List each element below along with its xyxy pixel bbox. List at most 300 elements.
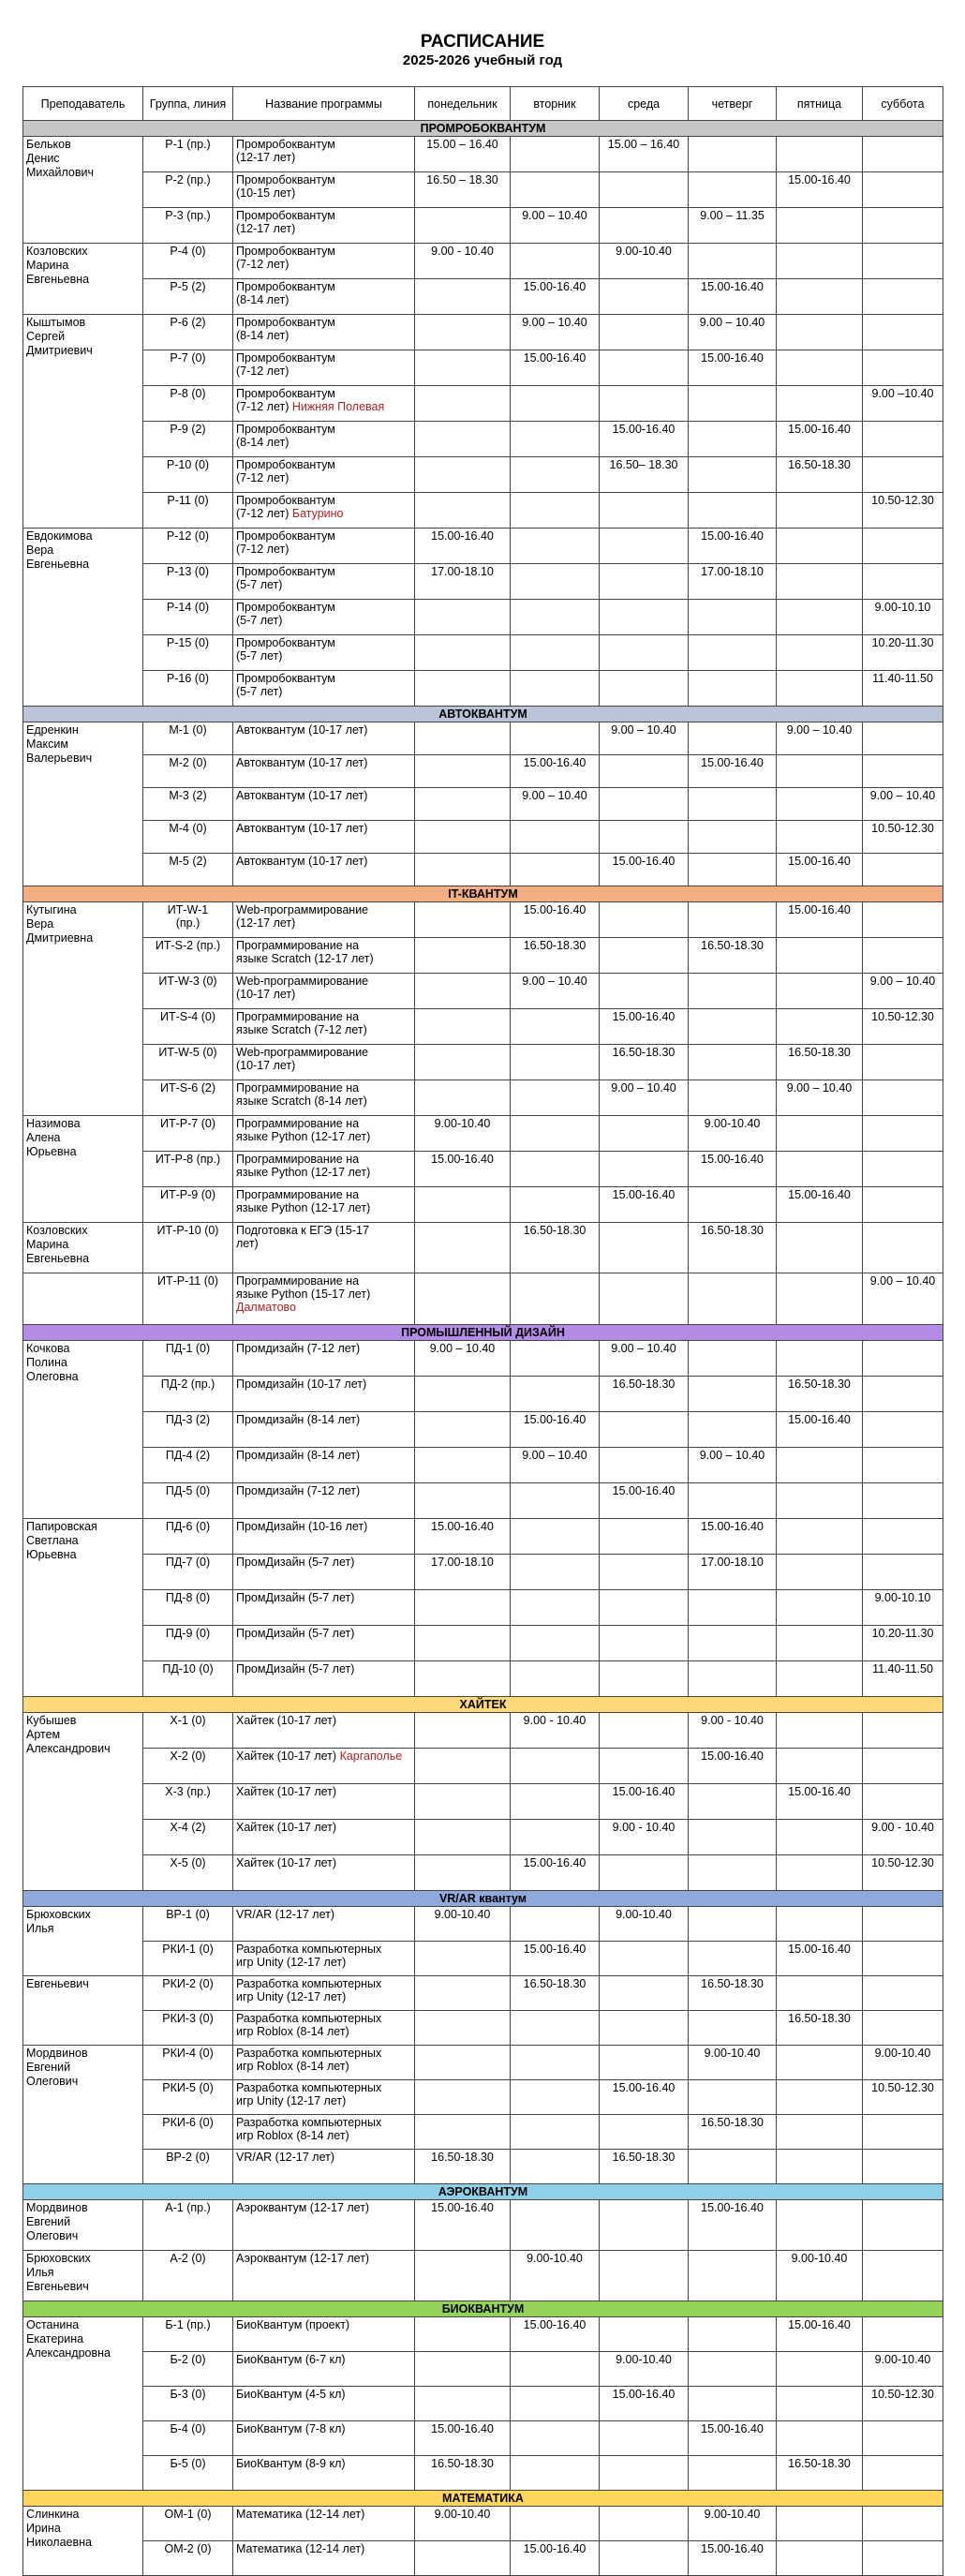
time-slot-tuesday: 9.00 – 10.40: [511, 788, 600, 821]
time-slot-monday: 15.00-16.40: [415, 2421, 511, 2456]
time-slot-friday: 9.00 – 10.40: [777, 1080, 863, 1116]
time-slot-saturday: [863, 1907, 943, 1942]
time-slot-thursday: [689, 2150, 777, 2184]
teacher-name: [23, 315, 143, 529]
time-slot-thursday: 15.00-16.40: [689, 1749, 777, 1784]
program-name-text: Хайтек (10-17 лет): [236, 1750, 337, 1763]
time-slot-wednesday: [600, 788, 689, 821]
program-name: [233, 457, 415, 493]
table-row: [23, 457, 943, 493]
time-slot-saturday: 10.50-12.30: [863, 1855, 943, 1891]
program-name-text: Разработка компьютерных игр Roblox (8-14 лет): [236, 2012, 382, 2038]
table-row: [23, 902, 943, 938]
teacher-name: [23, 1976, 143, 2046]
time-slot-monday: [415, 208, 511, 244]
group-code: ИТ-Р-7 (0): [143, 1116, 233, 1152]
time-slot-thursday: 16.50-18.30: [689, 2115, 777, 2150]
time-slot-friday: [777, 2150, 863, 2184]
time-slot-monday: [415, 1045, 511, 1080]
time-slot-saturday: [863, 1749, 943, 1784]
time-slot-saturday: [863, 2317, 943, 2352]
group-code: ИТ-W-1 (пр.): [143, 902, 233, 938]
time-slot-thursday: [689, 1377, 777, 1412]
teacher-name-text: Кутыгина Вера Дмитриевна: [26, 903, 94, 945]
table-row: [23, 821, 943, 854]
col-header-wednesday: среда: [600, 87, 689, 121]
program-name-text: Математика (12-14 лет): [236, 2542, 365, 2555]
time-slot-saturday: 9.00-10.10: [863, 600, 943, 635]
time-slot-monday: [415, 386, 511, 422]
table-row: [23, 1555, 943, 1590]
time-slot-monday: [415, 2317, 511, 2352]
section-title: БИОКВАНТУМ: [23, 2301, 943, 2317]
time-slot-thursday: [689, 1187, 777, 1223]
time-slot-tuesday: [511, 1555, 600, 1590]
program-name-text: Аэроквантум (12-17 лет): [236, 2252, 370, 2265]
time-slot-wednesday: [600, 1223, 689, 1273]
time-slot-friday: [777, 564, 863, 600]
time-slot-monday: [415, 635, 511, 671]
time-slot-monday: [415, 2046, 511, 2080]
group-code: А-1 (пр.): [143, 2200, 233, 2251]
program-name: [233, 1749, 415, 1784]
time-slot-saturday: [863, 938, 943, 974]
time-slot-saturday: 10.20-11.30: [863, 1626, 943, 1661]
section-header-prom: [23, 1325, 943, 1341]
time-slot-wednesday: 15.00-16.40: [600, 1187, 689, 1223]
table-row: [23, 2317, 943, 2352]
time-slot-thursday: [689, 2251, 777, 2301]
time-slot-tuesday: [511, 244, 600, 279]
time-slot-monday: 16.50 – 18.30: [415, 172, 511, 208]
time-slot-saturday: [863, 2421, 943, 2456]
time-slot-saturday: [863, 1483, 943, 1519]
program-name: [233, 1626, 415, 1661]
time-slot-saturday: 11.40-11.50: [863, 1661, 943, 1697]
program-name: [233, 529, 415, 564]
time-slot-friday: [777, 2200, 863, 2251]
time-slot-monday: [415, 1976, 511, 2011]
time-slot-saturday: [863, 2115, 943, 2150]
teacher-name: [23, 2251, 143, 2301]
group-code: Р-2 (пр.): [143, 172, 233, 208]
program-name: [233, 422, 415, 457]
time-slot-thursday: [689, 2352, 777, 2387]
program-name-text: Программирование на языке Python (12-17 лет): [236, 1188, 371, 1214]
time-slot-saturday: [863, 2150, 943, 2184]
time-slot-thursday: 15.00-16.40: [689, 2200, 777, 2251]
time-slot-friday: 16.50-18.30: [777, 2456, 863, 2491]
time-slot-tuesday: [511, 671, 600, 707]
time-slot-tuesday: [511, 1116, 600, 1152]
table-row: [23, 279, 943, 315]
time-slot-friday: [777, 2507, 863, 2541]
time-slot-thursday: [689, 600, 777, 635]
time-slot-friday: [777, 2387, 863, 2421]
table-row: [23, 1713, 943, 1749]
time-slot-tuesday: 15.00-16.40: [511, 1412, 600, 1448]
time-slot-saturday: [863, 137, 943, 172]
time-slot-monday: [415, 1749, 511, 1784]
time-slot-friday: [777, 788, 863, 821]
time-slot-wednesday: 15.00 – 16.40: [600, 137, 689, 172]
program-name-text: Промробоквантум (5-7 лет): [236, 601, 335, 627]
time-slot-tuesday: [511, 722, 600, 755]
time-slot-tuesday: [511, 1080, 600, 1116]
time-slot-monday: 15.00-16.40: [415, 529, 511, 564]
time-slot-thursday: [689, 1009, 777, 1045]
program-name: [233, 635, 415, 671]
program-name-text: Web-программирование (10-17 лет): [236, 1046, 369, 1072]
table-row: [23, 137, 943, 172]
time-slot-monday: [415, 671, 511, 707]
group-code: ПД-10 (0): [143, 1661, 233, 1697]
time-slot-thursday: [689, 493, 777, 529]
table-row: [23, 854, 943, 886]
group-code: Р-12 (0): [143, 529, 233, 564]
table-row: [23, 2456, 943, 2491]
time-slot-thursday: [689, 1907, 777, 1942]
time-slot-monday: [415, 755, 511, 788]
time-slot-tuesday: [511, 2046, 600, 2080]
time-slot-friday: [777, 1341, 863, 1377]
time-slot-friday: [777, 2352, 863, 2387]
time-slot-saturday: 10.50-12.30: [863, 2080, 943, 2115]
time-slot-monday: [415, 2080, 511, 2115]
program-name: [233, 350, 415, 386]
program-name: [233, 2011, 415, 2046]
time-slot-monday: [415, 1223, 511, 1273]
time-slot-friday: 16.50-18.30: [777, 1045, 863, 1080]
group-code: Х-2 (0): [143, 1749, 233, 1784]
program-name-text: Автоквантум (10-17 лет): [236, 855, 368, 868]
table-row: [23, 1907, 943, 1942]
time-slot-thursday: 16.50-18.30: [689, 1223, 777, 1273]
time-slot-tuesday: [511, 1749, 600, 1784]
time-slot-tuesday: [511, 2507, 600, 2541]
time-slot-friday: [777, 938, 863, 974]
table-row: [23, 635, 943, 671]
program-name: [233, 1519, 415, 1555]
group-code: РКИ-2 (0): [143, 1976, 233, 2011]
time-slot-tuesday: 9.00-10.40: [511, 2251, 600, 2301]
time-slot-tuesday: [511, 1341, 600, 1377]
time-slot-tuesday: [511, 1273, 600, 1325]
group-code: ПД-4 (2): [143, 1448, 233, 1483]
time-slot-saturday: [863, 1713, 943, 1749]
group-code: РКИ-1 (0): [143, 1942, 233, 1976]
group-code: Б-3 (0): [143, 2387, 233, 2421]
program-name: [233, 2115, 415, 2150]
col-header-friday: пятница: [777, 87, 863, 121]
program-name-text: Промробоквантум (10-15 лет): [236, 173, 335, 200]
program-name: [233, 1116, 415, 1152]
program-name: [233, 1942, 415, 1976]
time-slot-monday: [415, 1820, 511, 1855]
table-row: [23, 2507, 943, 2541]
program-name-text: БиоКвантум (6-7 кл): [236, 2353, 346, 2366]
table-row: [23, 1116, 943, 1152]
col-header-monday: понедельник: [415, 87, 511, 121]
group-code: ПД-3 (2): [143, 1412, 233, 1448]
time-slot-wednesday: 9.00 – 10.40: [600, 1341, 689, 1377]
time-slot-friday: 15.00-16.40: [777, 1412, 863, 1448]
time-slot-wednesday: [600, 529, 689, 564]
group-code: ИТ-S-2 (пр.): [143, 938, 233, 974]
teacher-name-text: Папировская Светлана Юрьевна: [26, 1520, 97, 1561]
teacher-name-text: Слинкина Ирина Николаевна: [26, 2508, 92, 2549]
col-header-program: Название программы: [233, 87, 415, 121]
col-header-tuesday: вторник: [511, 87, 600, 121]
time-slot-tuesday: 16.50-18.30: [511, 1976, 600, 2011]
teacher-name-text: Евдокимова Вера Евгеньевна: [26, 529, 93, 571]
time-slot-monday: [415, 315, 511, 350]
program-name: [233, 2080, 415, 2115]
time-slot-wednesday: [600, 671, 689, 707]
program-name: [233, 2046, 415, 2080]
table-row: [23, 422, 943, 457]
time-slot-wednesday: [600, 1152, 689, 1187]
time-slot-monday: [415, 600, 511, 635]
time-slot-thursday: [689, 788, 777, 821]
group-code: ПД-6 (0): [143, 1519, 233, 1555]
time-slot-monday: [415, 2387, 511, 2421]
group-code: А-2 (0): [143, 2251, 233, 2301]
group-code: Б-1 (пр.): [143, 2317, 233, 2352]
section-header-aero: [23, 2184, 943, 2200]
time-slot-saturday: [863, 1341, 943, 1377]
table-row: [23, 315, 943, 350]
table-row: [23, 2541, 943, 2576]
table-row: [23, 493, 943, 529]
time-slot-thursday: 15.00-16.40: [689, 2541, 777, 2576]
time-slot-wednesday: [600, 2115, 689, 2150]
time-slot-saturday: 9.00-10.40: [863, 2352, 943, 2387]
table-row: [23, 1976, 943, 2011]
program-name: [233, 1187, 415, 1223]
time-slot-monday: 9.00 - 10.40: [415, 244, 511, 279]
time-slot-monday: [415, 2352, 511, 2387]
table-row: [23, 2352, 943, 2387]
group-code: ИТ-Р-9 (0): [143, 1187, 233, 1223]
table-row: [23, 1855, 943, 1891]
time-slot-friday: 16.50-18.30: [777, 1377, 863, 1412]
time-slot-saturday: 9.00 –10.40: [863, 386, 943, 422]
time-slot-friday: 15.00-16.40: [777, 854, 863, 886]
program-name: [233, 755, 415, 788]
program-name-text: Разработка компьютерных игр Roblox (8-14 лет): [236, 2047, 382, 2073]
time-slot-saturday: 10.50-12.30: [863, 1009, 943, 1045]
program-name-text: Промдизайн (8-14 лет): [236, 1449, 361, 1462]
time-slot-monday: [415, 1713, 511, 1749]
header-row: [23, 87, 943, 121]
group-code: Б-2 (0): [143, 2352, 233, 2387]
time-slot-wednesday: [600, 2456, 689, 2491]
page-subtitle: 2025-2026 учебный год: [402, 52, 563, 68]
program-name-text: Промробоквантум (12-17 лет): [236, 138, 335, 164]
program-name: [233, 1976, 415, 2011]
time-slot-wednesday: [600, 2507, 689, 2541]
program-name-text: Промдизайн (10-17 лет): [236, 1377, 367, 1391]
table-row: [23, 1341, 943, 1377]
group-code: М-5 (2): [143, 854, 233, 886]
time-slot-tuesday: [511, 2080, 600, 2115]
time-slot-saturday: [863, 457, 943, 493]
time-slot-monday: [415, 1448, 511, 1483]
time-slot-thursday: 15.00-16.40: [689, 755, 777, 788]
program-name-text: Программирование на языке Scratch (7-12 лет): [236, 1010, 367, 1036]
teacher-name-text: Брюховских Илья Евгеньевич: [26, 2252, 91, 2293]
group-code: Р-11 (0): [143, 493, 233, 529]
time-slot-monday: 17.00-18.10: [415, 1555, 511, 1590]
program-name-text: Промробоквантум (5-7 лет): [236, 672, 335, 698]
program-name: [233, 2200, 415, 2251]
program-name: [233, 2317, 415, 2352]
time-slot-friday: [777, 2421, 863, 2456]
time-slot-wednesday: [600, 1661, 689, 1697]
time-slot-saturday: [863, 279, 943, 315]
time-slot-thursday: 17.00-18.10: [689, 564, 777, 600]
time-slot-friday: 15.00-16.40: [777, 1187, 863, 1223]
time-slot-wednesday: 9.00-10.40: [600, 244, 689, 279]
time-slot-tuesday: [511, 2456, 600, 2491]
time-slot-friday: 15.00-16.40: [777, 2317, 863, 2352]
program-name: [233, 1713, 415, 1749]
table-row: [23, 1590, 943, 1626]
time-slot-thursday: [689, 2456, 777, 2491]
time-slot-tuesday: [511, 854, 600, 886]
group-code: ИТ-W-3 (0): [143, 974, 233, 1009]
time-slot-monday: [415, 854, 511, 886]
time-slot-tuesday: [511, 1377, 600, 1412]
teacher-name: [23, 1116, 143, 1223]
time-slot-monday: [415, 2251, 511, 2301]
time-slot-thursday: [689, 1855, 777, 1891]
group-code: Р-13 (0): [143, 564, 233, 600]
time-slot-thursday: [689, 671, 777, 707]
program-name-text: ПромДизайн (5-7 лет): [236, 1662, 355, 1675]
time-slot-friday: [777, 1448, 863, 1483]
time-slot-saturday: 10.50-12.30: [863, 493, 943, 529]
time-slot-thursday: 15.00-16.40: [689, 529, 777, 564]
teacher-name: [23, 1519, 143, 1697]
time-slot-thursday: [689, 1273, 777, 1325]
time-slot-monday: [415, 493, 511, 529]
program-name: [233, 564, 415, 600]
time-slot-saturday: [863, 902, 943, 938]
time-slot-wednesday: 9.00 – 10.40: [600, 722, 689, 755]
time-slot-saturday: [863, 1555, 943, 1590]
time-slot-wednesday: 15.00-16.40: [600, 422, 689, 457]
time-slot-wednesday: 16.50– 18.30: [600, 457, 689, 493]
time-slot-wednesday: [600, 1116, 689, 1152]
program-name-text: Промробоквантум (7-12 лет): [236, 529, 335, 556]
time-slot-saturday: [863, 1448, 943, 1483]
program-name-text: Web-программирование (12-17 лет): [236, 903, 369, 930]
time-slot-wednesday: [600, 1555, 689, 1590]
time-slot-saturday: [863, 2251, 943, 2301]
time-slot-tuesday: 16.50-18.30: [511, 938, 600, 974]
time-slot-tuesday: [511, 2421, 600, 2456]
schedule-body: [23, 121, 943, 2576]
table-row: [23, 2251, 943, 2301]
group-code: Р-10 (0): [143, 457, 233, 493]
section-title: ХАЙТЕК: [23, 1697, 943, 1713]
time-slot-saturday: [863, 1116, 943, 1152]
time-slot-wednesday: 16.50-18.30: [600, 1377, 689, 1412]
program-name-text: ПромДизайн (5-7 лет): [236, 1556, 355, 1569]
time-slot-monday: [415, 1273, 511, 1325]
program-name: [233, 974, 415, 1009]
time-slot-friday: [777, 1661, 863, 1697]
time-slot-monday: [415, 2115, 511, 2150]
time-slot-wednesday: [600, 1412, 689, 1448]
program-name-text: Автоквантум (10-17 лет): [236, 789, 368, 802]
time-slot-friday: [777, 1626, 863, 1661]
time-slot-thursday: [689, 974, 777, 1009]
program-name: [233, 1555, 415, 1590]
time-slot-friday: 16.50-18.30: [777, 457, 863, 493]
time-slot-saturday: [863, 244, 943, 279]
time-slot-thursday: 9.00 – 10.40: [689, 1448, 777, 1483]
program-name: [233, 2150, 415, 2184]
time-slot-wednesday: [600, 1713, 689, 1749]
time-slot-saturday: [863, 1377, 943, 1412]
time-slot-tuesday: 15.00-16.40: [511, 902, 600, 938]
time-slot-tuesday: 15.00-16.40: [511, 279, 600, 315]
time-slot-wednesday: [600, 279, 689, 315]
time-slot-thursday: [689, 1784, 777, 1820]
program-name: [233, 1855, 415, 1891]
program-name: [233, 1377, 415, 1412]
time-slot-thursday: [689, 1942, 777, 1976]
time-slot-thursday: [689, 1626, 777, 1661]
time-slot-tuesday: 15.00-16.40: [511, 755, 600, 788]
teacher-name-text: Брюховских Илья: [26, 1908, 91, 1935]
time-slot-friday: [777, 1519, 863, 1555]
time-slot-saturday: 10.50-12.30: [863, 2387, 943, 2421]
program-name-text: Подготовка к ЕГЭ (15-17 лет): [236, 1224, 369, 1250]
time-slot-monday: [415, 722, 511, 755]
table-row: [23, 1223, 943, 1273]
time-slot-friday: [777, 279, 863, 315]
col-header-group: Группа, линия: [143, 87, 233, 121]
program-name-text: Разработка компьютерных игр Unity (12-17 лет): [236, 2081, 382, 2107]
table-row: [23, 671, 943, 707]
program-name: [233, 1080, 415, 1116]
time-slot-monday: [415, 279, 511, 315]
time-slot-thursday: [689, 1661, 777, 1697]
table-row: [23, 1661, 943, 1697]
time-slot-wednesday: 9.00-10.40: [600, 1907, 689, 1942]
time-slot-friday: [777, 350, 863, 386]
time-slot-wednesday: [600, 1626, 689, 1661]
time-slot-tuesday: [511, 2011, 600, 2046]
time-slot-tuesday: [511, 1661, 600, 1697]
time-slot-friday: [777, 1907, 863, 1942]
time-slot-monday: [415, 1855, 511, 1891]
time-slot-tuesday: [511, 422, 600, 457]
time-slot-wednesday: 15.00-16.40: [600, 1483, 689, 1519]
time-slot-monday: [415, 1009, 511, 1045]
group-code: Р-5 (2): [143, 279, 233, 315]
teacher-name-text: Мордвинов Евгений Олегович: [26, 2201, 88, 2242]
program-name-text: Программирование на языке Python (15-17 лет): [236, 1274, 371, 1301]
group-code: Р-9 (2): [143, 422, 233, 457]
time-slot-saturday: 10.20-11.30: [863, 635, 943, 671]
time-slot-thursday: 15.00-16.40: [689, 1519, 777, 1555]
group-code: Р-7 (0): [143, 350, 233, 386]
